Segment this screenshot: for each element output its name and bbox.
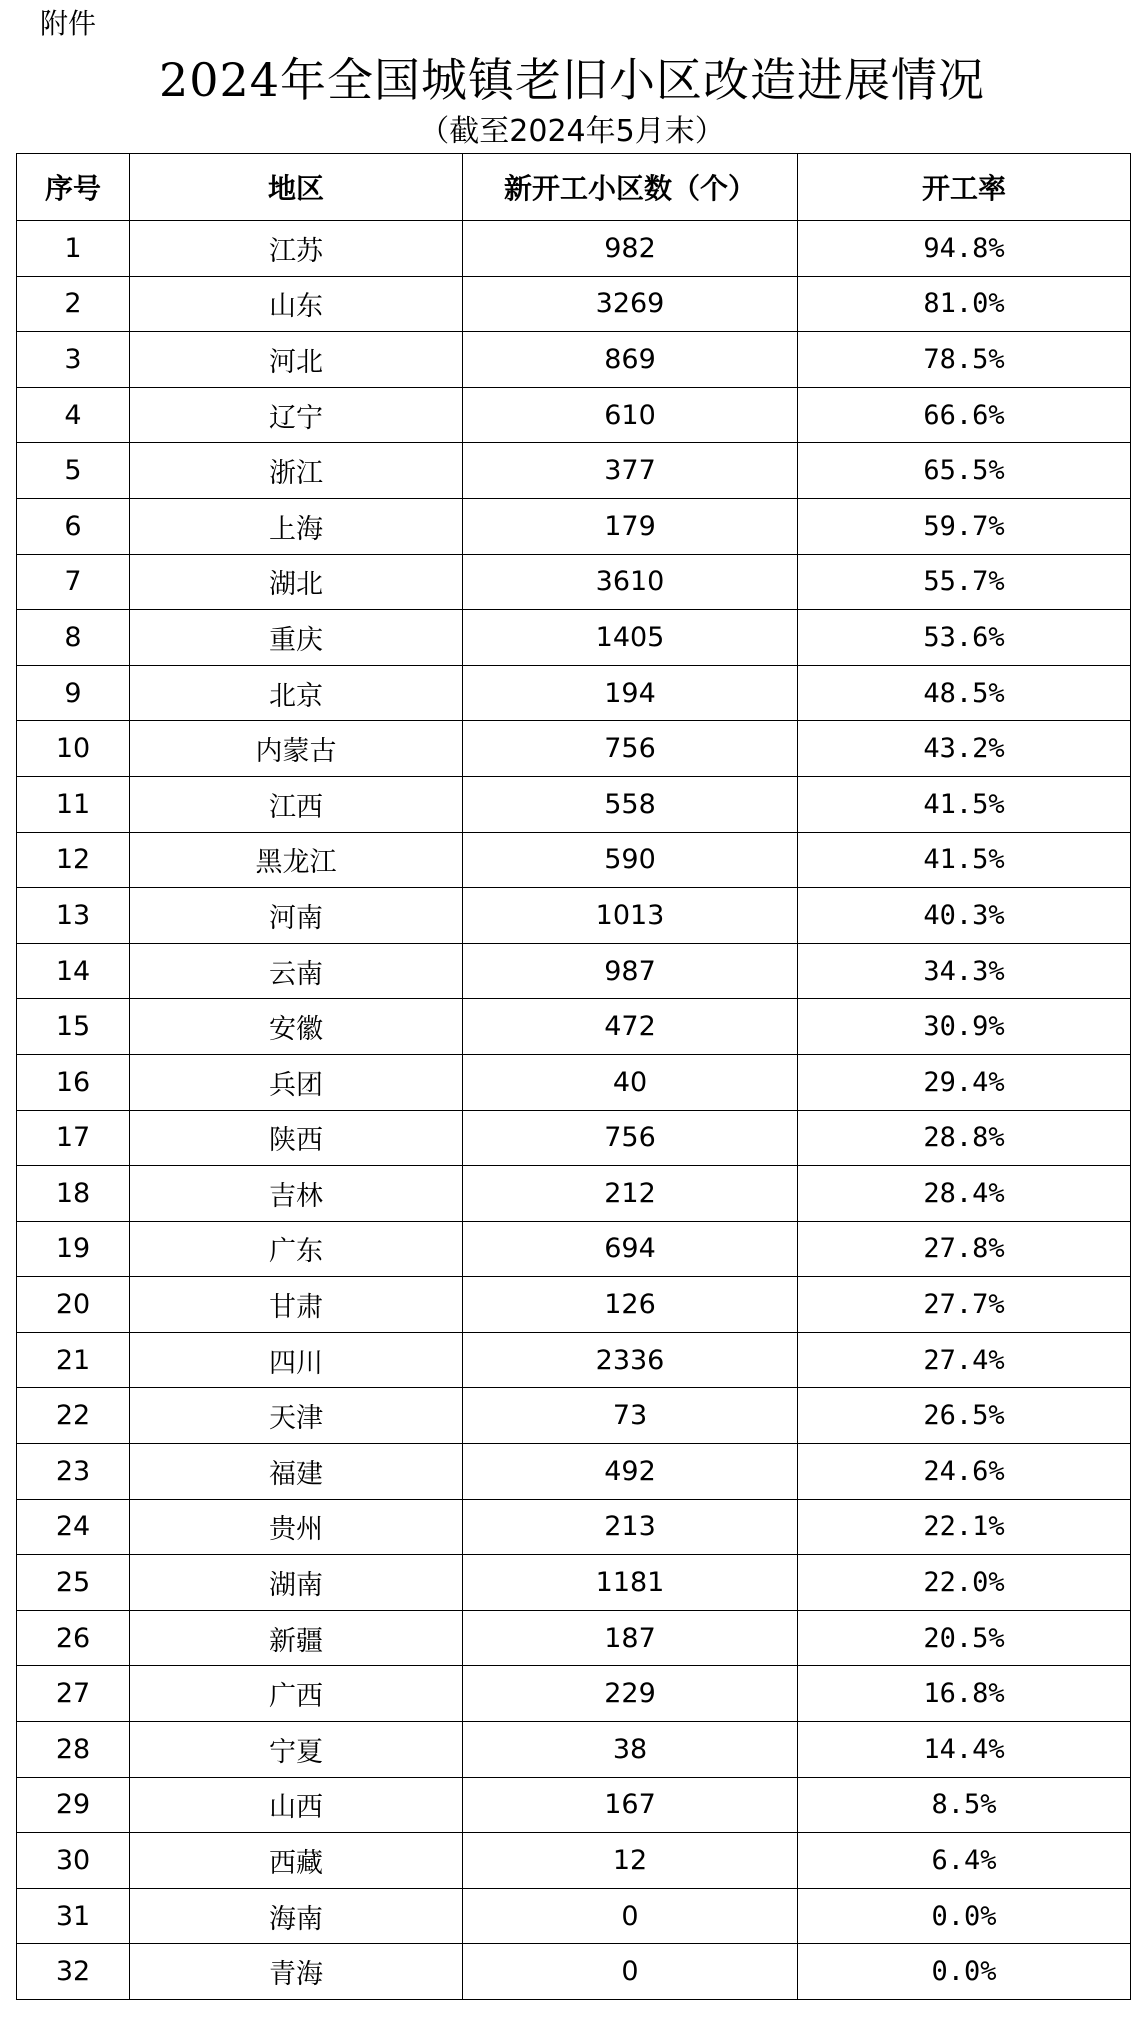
column-header-new-starts: 新开工小区数（个） — [463, 154, 798, 221]
cell-start-rate: 24.6% — [798, 1444, 1131, 1500]
cell-region: 上海 — [130, 498, 463, 554]
cell-index: 6 — [17, 498, 130, 554]
cell-new-starts: 694 — [463, 1221, 798, 1277]
cell-start-rate: 8.5% — [798, 1777, 1131, 1833]
cell-start-rate: 28.8% — [798, 1110, 1131, 1166]
cell-start-rate: 53.6% — [798, 610, 1131, 666]
cell-index: 5 — [17, 443, 130, 499]
table-row — [17, 1610, 1131, 1666]
cell-start-rate: 27.8% — [798, 1221, 1131, 1277]
cell-region: 江苏 — [130, 221, 463, 277]
table-row — [17, 1888, 1131, 1944]
cell-index: 17 — [17, 1110, 130, 1166]
cell-new-starts: 869 — [463, 332, 798, 388]
cell-index: 14 — [17, 943, 130, 999]
table-row — [17, 387, 1131, 443]
table-row — [17, 1277, 1131, 1333]
cell-new-starts: 167 — [463, 1777, 798, 1833]
table-row — [17, 1388, 1131, 1444]
cell-start-rate: 22.1% — [798, 1499, 1131, 1555]
cell-new-starts: 187 — [463, 1610, 798, 1666]
cell-region: 吉林 — [130, 1166, 463, 1222]
table-row — [17, 721, 1131, 777]
cell-region: 新疆 — [130, 1610, 463, 1666]
cell-index: 1 — [17, 221, 130, 277]
table-row — [17, 999, 1131, 1055]
cell-new-starts: 73 — [463, 1388, 798, 1444]
table-row — [17, 1054, 1131, 1110]
table-row — [17, 554, 1131, 610]
cell-region: 贵州 — [130, 1499, 463, 1555]
cell-region: 陕西 — [130, 1110, 463, 1166]
cell-new-starts: 558 — [463, 776, 798, 832]
cell-region: 黑龙江 — [130, 832, 463, 888]
cell-region: 山西 — [130, 1777, 463, 1833]
cell-index: 22 — [17, 1388, 130, 1444]
attachment-label: 附件 — [40, 7, 97, 40]
cell-index: 25 — [17, 1555, 130, 1611]
cell-start-rate: 27.7% — [798, 1277, 1131, 1333]
cell-start-rate: 34.3% — [798, 943, 1131, 999]
cell-index: 3 — [17, 332, 130, 388]
cell-start-rate: 16.8% — [798, 1666, 1131, 1722]
cell-start-rate: 26.5% — [798, 1388, 1131, 1444]
cell-region: 内蒙古 — [130, 721, 463, 777]
table-row — [17, 1110, 1131, 1166]
table-row — [17, 276, 1131, 332]
cell-new-starts: 2336 — [463, 1332, 798, 1388]
cell-index: 13 — [17, 888, 130, 944]
cell-new-starts: 0 — [463, 1888, 798, 1944]
cell-index: 16 — [17, 1054, 130, 1110]
progress-table — [16, 153, 1131, 2000]
column-header-start-rate: 开工率 — [798, 154, 1131, 221]
cell-region: 江西 — [130, 776, 463, 832]
cell-index: 20 — [17, 1277, 130, 1333]
cell-region: 云南 — [130, 943, 463, 999]
cell-start-rate: 94.8% — [798, 221, 1131, 277]
cell-new-starts: 756 — [463, 1110, 798, 1166]
table-row — [17, 888, 1131, 944]
cell-start-rate: 66.6% — [798, 387, 1131, 443]
cell-new-starts: 38 — [463, 1722, 798, 1778]
cell-start-rate: 6.4% — [798, 1833, 1131, 1889]
cell-region: 海南 — [130, 1888, 463, 1944]
cell-region: 河南 — [130, 888, 463, 944]
cell-index: 18 — [17, 1166, 130, 1222]
cell-new-starts: 492 — [463, 1444, 798, 1500]
cell-index: 12 — [17, 832, 130, 888]
cell-region: 广西 — [130, 1666, 463, 1722]
cell-start-rate: 59.7% — [798, 498, 1131, 554]
table-row — [17, 443, 1131, 499]
cell-start-rate: 20.5% — [798, 1610, 1131, 1666]
cell-start-rate: 41.5% — [798, 776, 1131, 832]
cell-region: 青海 — [130, 1944, 463, 2000]
table-body — [17, 221, 1131, 2000]
cell-new-starts: 126 — [463, 1277, 798, 1333]
cell-index: 28 — [17, 1722, 130, 1778]
cell-start-rate: 28.4% — [798, 1166, 1131, 1222]
table-row — [17, 943, 1131, 999]
cell-start-rate: 78.5% — [798, 332, 1131, 388]
document-subtitle: （截至2024年5月末） — [419, 114, 725, 149]
cell-start-rate: 65.5% — [798, 443, 1131, 499]
cell-region: 宁夏 — [130, 1722, 463, 1778]
cell-start-rate: 29.4% — [798, 1054, 1131, 1110]
cell-start-rate: 22.0% — [798, 1555, 1131, 1611]
cell-start-rate: 14.4% — [798, 1722, 1131, 1778]
cell-new-starts: 0 — [463, 1944, 798, 2000]
cell-index: 10 — [17, 721, 130, 777]
cell-region: 兵团 — [130, 1054, 463, 1110]
cell-index: 8 — [17, 610, 130, 666]
cell-region: 河北 — [130, 332, 463, 388]
table-row — [17, 776, 1131, 832]
cell-region: 辽宁 — [130, 387, 463, 443]
cell-new-starts: 1405 — [463, 610, 798, 666]
cell-index: 23 — [17, 1444, 130, 1500]
column-header-index: 序号 — [17, 154, 130, 221]
cell-new-starts: 194 — [463, 665, 798, 721]
cell-region: 广东 — [130, 1221, 463, 1277]
cell-region: 福建 — [130, 1444, 463, 1500]
document-title: 2024年全国城镇老旧小区改造进展情况 — [158, 53, 986, 107]
table-row — [17, 1444, 1131, 1500]
cell-region: 浙江 — [130, 443, 463, 499]
table-row — [17, 332, 1131, 388]
cell-start-rate: 81.0% — [798, 276, 1131, 332]
table-row — [17, 832, 1131, 888]
table-row — [17, 1833, 1131, 1889]
cell-region: 西藏 — [130, 1833, 463, 1889]
cell-index: 24 — [17, 1499, 130, 1555]
cell-index: 7 — [17, 554, 130, 610]
cell-start-rate: 30.9% — [798, 999, 1131, 1055]
cell-index: 30 — [17, 1833, 130, 1889]
cell-region: 四川 — [130, 1332, 463, 1388]
cell-index: 32 — [17, 1944, 130, 2000]
cell-region: 湖北 — [130, 554, 463, 610]
cell-start-rate: 0.0% — [798, 1944, 1131, 2000]
cell-index: 4 — [17, 387, 130, 443]
cell-index: 15 — [17, 999, 130, 1055]
table-row — [17, 498, 1131, 554]
table-header-row — [17, 154, 1131, 221]
cell-region: 安徽 — [130, 999, 463, 1055]
cell-start-rate: 48.5% — [798, 665, 1131, 721]
cell-region: 山东 — [130, 276, 463, 332]
table-row — [17, 610, 1131, 666]
cell-new-starts: 987 — [463, 943, 798, 999]
cell-new-starts: 590 — [463, 832, 798, 888]
table-row — [17, 1499, 1131, 1555]
cell-new-starts: 229 — [463, 1666, 798, 1722]
cell-region: 天津 — [130, 1388, 463, 1444]
cell-new-starts: 179 — [463, 498, 798, 554]
table-row — [17, 1777, 1131, 1833]
table-row — [17, 1166, 1131, 1222]
cell-start-rate: 40.3% — [798, 888, 1131, 944]
table-row — [17, 1722, 1131, 1778]
cell-new-starts: 377 — [463, 443, 798, 499]
cell-start-rate: 55.7% — [798, 554, 1131, 610]
cell-new-starts: 40 — [463, 1054, 798, 1110]
cell-new-starts: 472 — [463, 999, 798, 1055]
cell-new-starts: 3269 — [463, 276, 798, 332]
cell-start-rate: 27.4% — [798, 1332, 1131, 1388]
cell-new-starts: 12 — [463, 1833, 798, 1889]
table-row — [17, 221, 1131, 277]
cell-start-rate: 41.5% — [798, 832, 1131, 888]
cell-new-starts: 982 — [463, 221, 798, 277]
table-row — [17, 1944, 1131, 2000]
table-row — [17, 1555, 1131, 1611]
cell-new-starts: 213 — [463, 1499, 798, 1555]
cell-new-starts: 1013 — [463, 888, 798, 944]
cell-index: 29 — [17, 1777, 130, 1833]
cell-index: 9 — [17, 665, 130, 721]
cell-new-starts: 3610 — [463, 554, 798, 610]
cell-index: 19 — [17, 1221, 130, 1277]
cell-region: 北京 — [130, 665, 463, 721]
cell-index: 27 — [17, 1666, 130, 1722]
cell-new-starts: 212 — [463, 1166, 798, 1222]
cell-region: 重庆 — [130, 610, 463, 666]
cell-index: 31 — [17, 1888, 130, 1944]
cell-index: 2 — [17, 276, 130, 332]
cell-region: 甘肃 — [130, 1277, 463, 1333]
table-row — [17, 665, 1131, 721]
table-row — [17, 1221, 1131, 1277]
table-row — [17, 1666, 1131, 1722]
cell-start-rate: 43.2% — [798, 721, 1131, 777]
cell-new-starts: 1181 — [463, 1555, 798, 1611]
cell-new-starts: 610 — [463, 387, 798, 443]
cell-region: 湖南 — [130, 1555, 463, 1611]
cell-index: 21 — [17, 1332, 130, 1388]
cell-new-starts: 756 — [463, 721, 798, 777]
cell-index: 11 — [17, 776, 130, 832]
cell-index: 26 — [17, 1610, 130, 1666]
cell-start-rate: 0.0% — [798, 1888, 1131, 1944]
table-row — [17, 1332, 1131, 1388]
column-header-region: 地区 — [130, 154, 463, 221]
